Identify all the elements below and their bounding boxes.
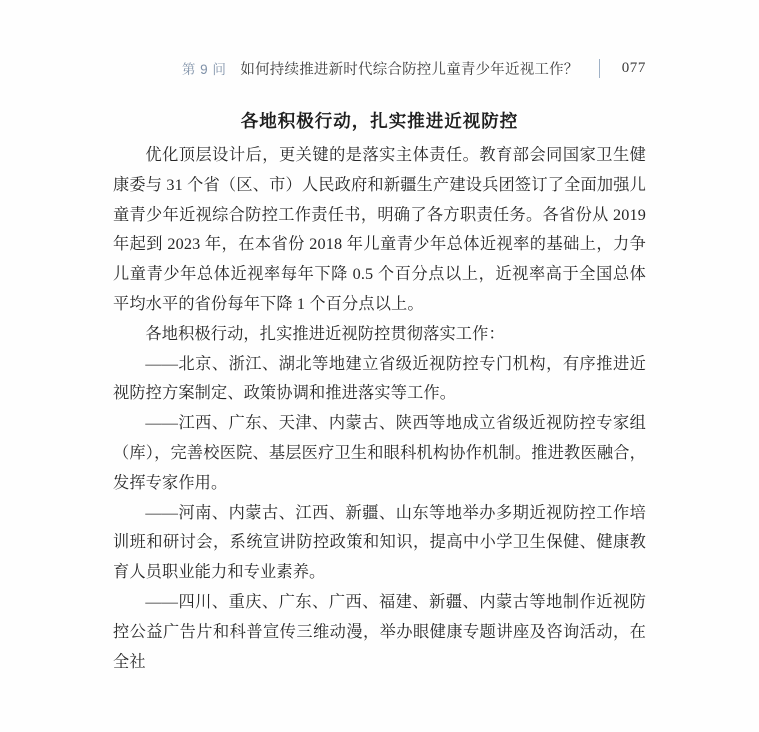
paragraph: ——河南、内蒙古、江西、新疆、山东等地举办多期近视防控工作培训班和研讨会，系统宣讲防控政策和知识，提高中小学卫生保健、健康教育人员职业能力和专业素养。 — [113, 503, 646, 582]
paragraph: 各地积极行动，扎实推进近视防控贯彻落实工作： — [145, 324, 505, 343]
header-question-number: 第 9 问 — [181, 62, 227, 77]
page-number: 077 — [621, 59, 646, 76]
header-chapter-title: 如何持续推进新时代综合防控儿童青少年近视工作？ — [240, 61, 579, 78]
header-divider-rule — [599, 59, 601, 78]
paragraph: ——北京、浙江、湖北等地建立省级近视防控专门机构，有序推进近视防控方案制定、政策协调和推进落实等工作。 — [113, 354, 646, 403]
paragraph: ——四川、重庆、广东、广西、福建、新疆、内蒙古等地制作近视防控公益广告片和科普宣传三维动漫，举办眼健康专题讲座及咨询活动，在全社 — [113, 592, 646, 671]
running-header — [113, 57, 646, 79]
paragraph: ——江西、广东、天津、内蒙古、陕西等地成立省级近视防控专家组（库），完善校医院、基层医疗卫生和眼科机构协作机制。推进教医融合，发挥专家作用。 — [113, 414, 646, 492]
body-text-block — [113, 141, 646, 677]
paragraph: 优化顶层设计后，更关键的是落实主体责任。教育部会同国家卫生健康委与 31 个省（区、市）人民政府和新疆生产建设兵团签订了全面加强儿童青少年近视综合防控工作责任书，明确了各方职责任务。各省份从 2019 年起到 2023 年，在本省份 2018 年儿童青少年总体近视率的基础上，力争儿童青少年总体近视率每年下降 0.5 个百分点以上，近视率高于全国总体平均水平的省份每年下降 1 个百分点以上。 — [113, 146, 646, 313]
section-title: 各地积极行动，扎实推进近视防控 — [240, 111, 519, 131]
